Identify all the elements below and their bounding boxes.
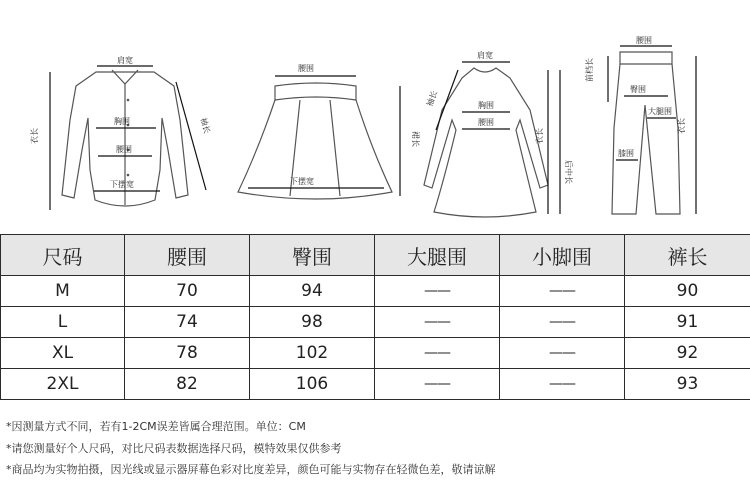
- shirt-sleeve-label: 袖长: [198, 116, 212, 135]
- size-notes: [6, 416, 746, 481]
- table-cell: ——: [375, 369, 500, 400]
- table-cell: ——: [500, 276, 625, 307]
- table-cell: 70: [125, 276, 250, 307]
- skirt-length-label: 裙长: [411, 131, 420, 147]
- table-row: [1, 338, 750, 369]
- table-row: [1, 307, 750, 338]
- dress-chest-label: 胸围: [478, 101, 494, 110]
- shirt-length-label: 衣长: [30, 128, 39, 144]
- header-size: 尺码: [1, 235, 125, 276]
- table-cell: 74: [125, 307, 250, 338]
- table-header-row: [1, 235, 750, 276]
- table-cell: XL: [1, 338, 125, 369]
- dress-length-label: 衣长: [535, 128, 544, 144]
- pants-diagram: [584, 36, 696, 214]
- pants-waist-label: 腰围: [636, 36, 652, 45]
- shirt-waist-label: 腰围: [116, 145, 132, 154]
- note-choose-size: *请您测量好个人尺码，对比尺码表数据选择尺码，模特效果仅供参考: [6, 441, 342, 455]
- table-cell: ——: [500, 338, 625, 369]
- table-cell: ——: [375, 338, 500, 369]
- table-cell: ——: [375, 276, 500, 307]
- header-hip: 臀围: [250, 235, 375, 276]
- pants-front-rise-label: 前档长: [585, 58, 594, 82]
- table-row: [1, 276, 750, 307]
- shirt-hem-label: 下摆宽: [110, 180, 134, 189]
- table-cell: ——: [500, 307, 625, 338]
- note-color-difference: *商品均为实物拍摄，因光线或显示器屏幕色彩对比度差异，颜色可能与实物存在轻微色差，敬请谅解: [6, 463, 496, 476]
- pants-hip-label: 臀围: [630, 85, 646, 94]
- table-cell: 90: [625, 276, 750, 307]
- table-row: [1, 369, 750, 400]
- table-cell: M: [1, 276, 125, 307]
- table-cell: 92: [625, 338, 750, 369]
- note-measurement-error: *因测量方式不同，若有1-2CM误差皆属合理范围。单位：CM: [6, 420, 306, 433]
- pants-length-label: 衣长: [677, 118, 686, 134]
- pants-thigh-label: 大腿围: [648, 107, 672, 116]
- table-cell: ——: [375, 307, 500, 338]
- header-length: 裤长: [625, 235, 750, 276]
- dress-sleeve-label: 袖长: [425, 89, 440, 108]
- skirt-hem-label: 下摆宽: [290, 177, 314, 186]
- table-cell: 78: [125, 338, 250, 369]
- pants-calf-label: 膝围: [618, 149, 634, 158]
- table-cell: 82: [125, 369, 250, 400]
- table-cell: 93: [625, 369, 750, 400]
- table-cell: 91: [625, 307, 750, 338]
- size-chart-table: [0, 234, 750, 400]
- table-cell: L: [1, 307, 125, 338]
- table-cell: 2XL: [1, 369, 125, 400]
- header-waist: 腰围: [125, 235, 250, 276]
- dress-shoulder-label: 肩宽: [477, 51, 493, 60]
- table-cell: 102: [250, 338, 375, 369]
- skirt-waist-label: 腰围: [298, 64, 314, 73]
- dress-back-length-label: 后中长: [564, 160, 573, 184]
- table-cell: 94: [250, 276, 375, 307]
- shirt-diagram: [29, 55, 212, 210]
- table-cell: 106: [250, 369, 375, 400]
- table-cell: ——: [500, 369, 625, 400]
- dress-waist-label: 腰围: [478, 118, 494, 127]
- shirt-chest-label: 胸围: [114, 117, 130, 126]
- skirt-diagram: [238, 64, 420, 199]
- dress-diagram: [424, 50, 574, 217]
- header-thigh: 大腿围: [375, 235, 500, 276]
- measurement-diagrams: [0, 0, 750, 232]
- header-calf: 小脚围: [500, 235, 625, 276]
- table-cell: 98: [250, 307, 375, 338]
- shirt-shoulder-label: 肩宽: [117, 56, 133, 65]
